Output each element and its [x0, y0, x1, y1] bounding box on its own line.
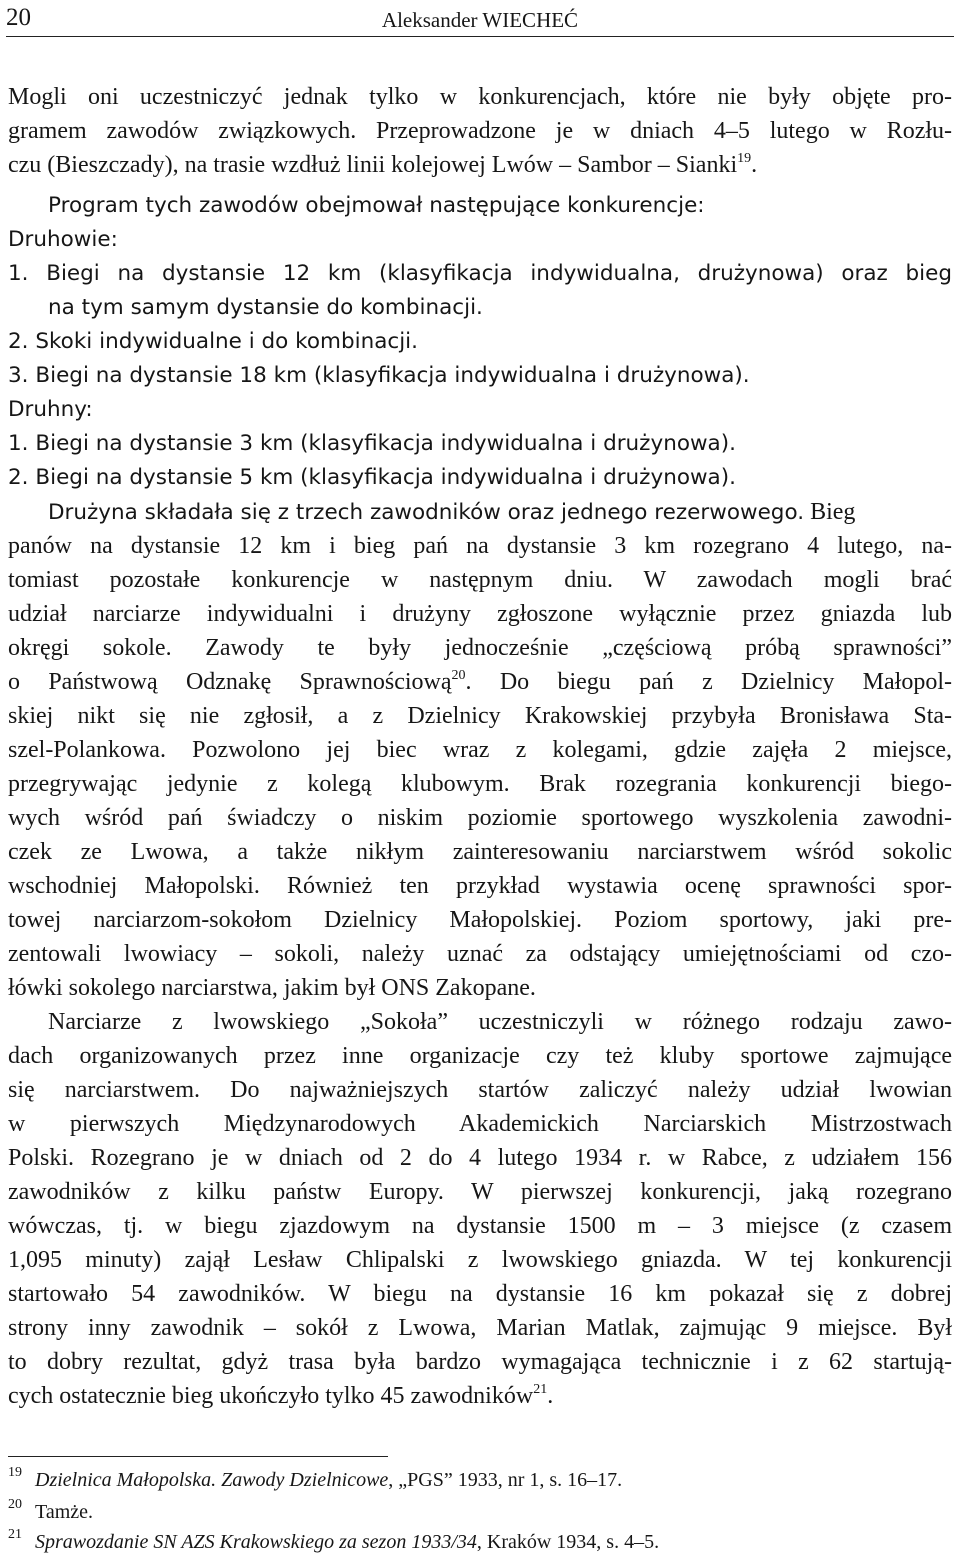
text-line — [8, 971, 952, 1005]
line-text: czu (Bieszczady), na trasie wzdłuż linii kolejowej Lwów – Sambor – Sianki — [8, 152, 738, 178]
text-line — [8, 189, 952, 223]
line-text: wschodniej Małopolski. Również ten przykład wystawia ocenę sprawności spor- — [8, 873, 952, 899]
line-text: Drużyna składała się z trzech zawodników oraz jednego rezerwowego. — [48, 500, 805, 525]
text-line — [8, 597, 952, 631]
footnote — [8, 1465, 952, 1492]
line-text-continued: . — [547, 1383, 554, 1409]
line-text: 2. Biegi na dystansie 5 km (klasyfikacja indywidualna i drużynowa). — [8, 465, 736, 490]
text-line — [8, 1311, 952, 1345]
line-text: wych wśród pań świadczy o niskim poziomie sportowego wyszkolenia zawodni- — [8, 805, 952, 831]
text-line — [8, 148, 952, 182]
text-line — [8, 529, 952, 563]
line-text-continued: . — [751, 152, 758, 178]
text-line — [8, 631, 952, 665]
footnote — [8, 1527, 952, 1554]
text-line — [8, 495, 952, 529]
text-line — [8, 699, 952, 733]
text-line — [8, 937, 952, 971]
footnote-reference: 20 — [451, 668, 466, 683]
line-text: 3. Biegi na dystansie 18 km (klasyfikacja indywidualna i drużynowa). — [8, 363, 750, 388]
footnote-title: Sprawozdanie SN AZS Krakowskiego za sezon 1933/34 — [35, 1531, 477, 1553]
text-line — [8, 733, 952, 767]
line-text: wówczas, tj. w biegu zjazdowym na dystansie 1500 m – 3 miejsce (z czasem — [8, 1213, 952, 1239]
footnote-citation: Tamże. — [35, 1501, 94, 1523]
text-line — [8, 80, 952, 114]
line-text: Mogli oni uczestniczyć jednak tylko w konkurencjach, które nie były objęte pro- — [8, 84, 952, 110]
text-line — [8, 1379, 952, 1413]
footnote-number: 21 — [8, 1527, 22, 1542]
text-line — [8, 114, 952, 148]
line-text: startowało 54 zawodników. W biegu na dystansie 16 km pokazał się z dobrej — [8, 1281, 952, 1307]
text-line — [8, 427, 952, 461]
line-text: łówki sokolego narciarstwa, jakim był ONS Zakopane. — [8, 975, 536, 1001]
line-text: czek ze Lwowa, a także nikłym zainteresowaniu narciarstwem wśród sokolic — [8, 839, 952, 865]
line-text: skiej nikt się nie zgłosił, a z Dzielnicy Krakowskiej przybyła Bronisława Sta- — [8, 703, 952, 729]
text-line — [8, 325, 952, 359]
line-text: Druhowie: — [8, 227, 118, 252]
text-line — [8, 903, 952, 937]
line-text: udział narciarze indywidualni i drużyny zgłoszone wyłącznie przez gniazda lub — [8, 601, 952, 627]
text-line — [8, 461, 952, 495]
line-text: gramem zawodów związkowych. Przeprowadzone je w dniach 4–5 lutego w Rozłu- — [8, 118, 952, 144]
footnote-reference: 19 — [737, 151, 752, 166]
page-number: 20 — [6, 4, 31, 31]
line-text: szel-Polankowa. Pozwolono jej biec wraz z kolegami, gdzie zajęła 2 miejsce, — [8, 737, 952, 763]
text-line — [8, 291, 952, 325]
line-text: 1. Biegi na dystansie 12 km (klasyfikacja indywidualna, drużynowa) oraz bieg — [8, 261, 952, 286]
running-header — [6, 2, 954, 37]
line-text: panów na dystansie 12 km i bieg pań na dystansie 3 km rozegrano 4 lutego, na- — [8, 533, 952, 559]
line-text-continued: Bieg — [804, 499, 856, 525]
line-text: na tym samym dystansie do kombinacji. — [48, 295, 483, 320]
footnote-title: Dzielnica Małopolska. Zawody Dzielnicowe — [35, 1469, 389, 1491]
text-line — [8, 665, 952, 699]
footnote — [8, 1497, 952, 1524]
line-text-continued: . Do biegu pań z Dzielnicy Małopol- — [465, 669, 952, 695]
line-text: Polski. Rozegrano je w dniach od 2 do 4 lutego 1934 r. w Rabce, z udziałem 156 — [8, 1145, 952, 1171]
line-text: Druhny: — [8, 397, 93, 422]
text-line — [8, 1243, 952, 1277]
footnote-reference: 21 — [533, 1382, 548, 1397]
text-line — [8, 1175, 952, 1209]
text-line — [8, 1277, 952, 1311]
line-text: okręgi sokole. Zawody te były jednocześnie „częściową próbą sprawności” — [8, 635, 952, 661]
footnote-number: 20 — [8, 1497, 22, 1512]
text-line — [8, 1039, 952, 1073]
text-line — [8, 563, 952, 597]
line-text: to dobry rezultat, gdyż trasa była bardzo wymagająca technicznie i z 62 startują- — [8, 1349, 952, 1375]
line-text: tomiast pozostałe konkurencje w następnym dniu. W zawodach mogli brać — [8, 567, 952, 593]
text-line — [8, 1141, 952, 1175]
line-text: zawodników z kilku państw Europy. W pierwszej konkurencji, jaką rozegrano — [8, 1179, 952, 1205]
line-text: strony inny zawodnik – sokół z Lwowa, Marian Matlak, zajmując 9 miejsce. Był — [8, 1315, 952, 1341]
line-text: Narciarze z lwowskiego „Sokoła” uczestniczyli w różnego rodzaju zawo- — [48, 1009, 952, 1035]
line-text: 1. Biegi na dystansie 3 km (klasyfikacja indywidualna i drużynowa). — [8, 431, 736, 456]
text-line — [8, 223, 952, 257]
text-line — [8, 869, 952, 903]
text-line — [8, 1005, 952, 1039]
footnote-text — [35, 1530, 659, 1554]
line-text: przegrywając jedynie z kolegą klubowym. Brak rozegrania konkurencji biego- — [8, 771, 952, 797]
line-text: cych ostatecznie bieg ukończyło tylko 45 zawodników — [8, 1383, 534, 1409]
line-text: towej narciarzom-sokołom Dzielnicy Małopolskiej. Poziom sportowy, jaki pre- — [8, 907, 952, 933]
footnote-citation: , „PGS” 1933, nr 1, s. 16–17. — [388, 1469, 623, 1491]
line-text: 2. Skoki indywidualne i do kombinacji. — [8, 329, 418, 354]
text-line — [8, 1073, 952, 1107]
line-text: się narciarstwem. Do najważniejszych startów zaliczyć należy udział lwowian — [8, 1077, 952, 1103]
text-line — [8, 257, 952, 291]
text-line — [8, 1107, 952, 1141]
line-text: dach organizowanych przez inne organizacje czy też kluby sportowe zajmujące — [8, 1043, 952, 1069]
line-text: o Państwową Odznakę Sprawnościową — [8, 669, 452, 695]
line-text: w pierwszych Międzynarodowych Akademickich Narciarskich Mistrzostwach — [8, 1111, 952, 1137]
footnote-number: 19 — [8, 1465, 22, 1480]
text-line — [8, 393, 952, 427]
text-line — [8, 1209, 952, 1243]
text-line — [8, 801, 952, 835]
text-line — [8, 1345, 952, 1379]
line-text: Program tych zawodów obejmował następujące konkurencje: — [48, 193, 705, 218]
footnote-separator — [8, 1456, 388, 1457]
line-text: zentowali lwowiacy – sokoli, należy uznać za odstający umiejętnościami od czo- — [8, 941, 952, 967]
footnote-text — [35, 1500, 93, 1524]
footnote-citation: , Kraków 1934, s. 4–5. — [476, 1531, 660, 1553]
running-head-author: Aleksander WIECHEĆ — [381, 8, 579, 32]
text-line — [8, 359, 952, 393]
text-line — [8, 835, 952, 869]
text-line — [8, 767, 952, 801]
footnote-text — [35, 1468, 622, 1492]
line-text: 1,095 minuty) zajął Lesław Chlipalski z lwowskiego gniazda. W tej konkurencji — [8, 1247, 952, 1273]
